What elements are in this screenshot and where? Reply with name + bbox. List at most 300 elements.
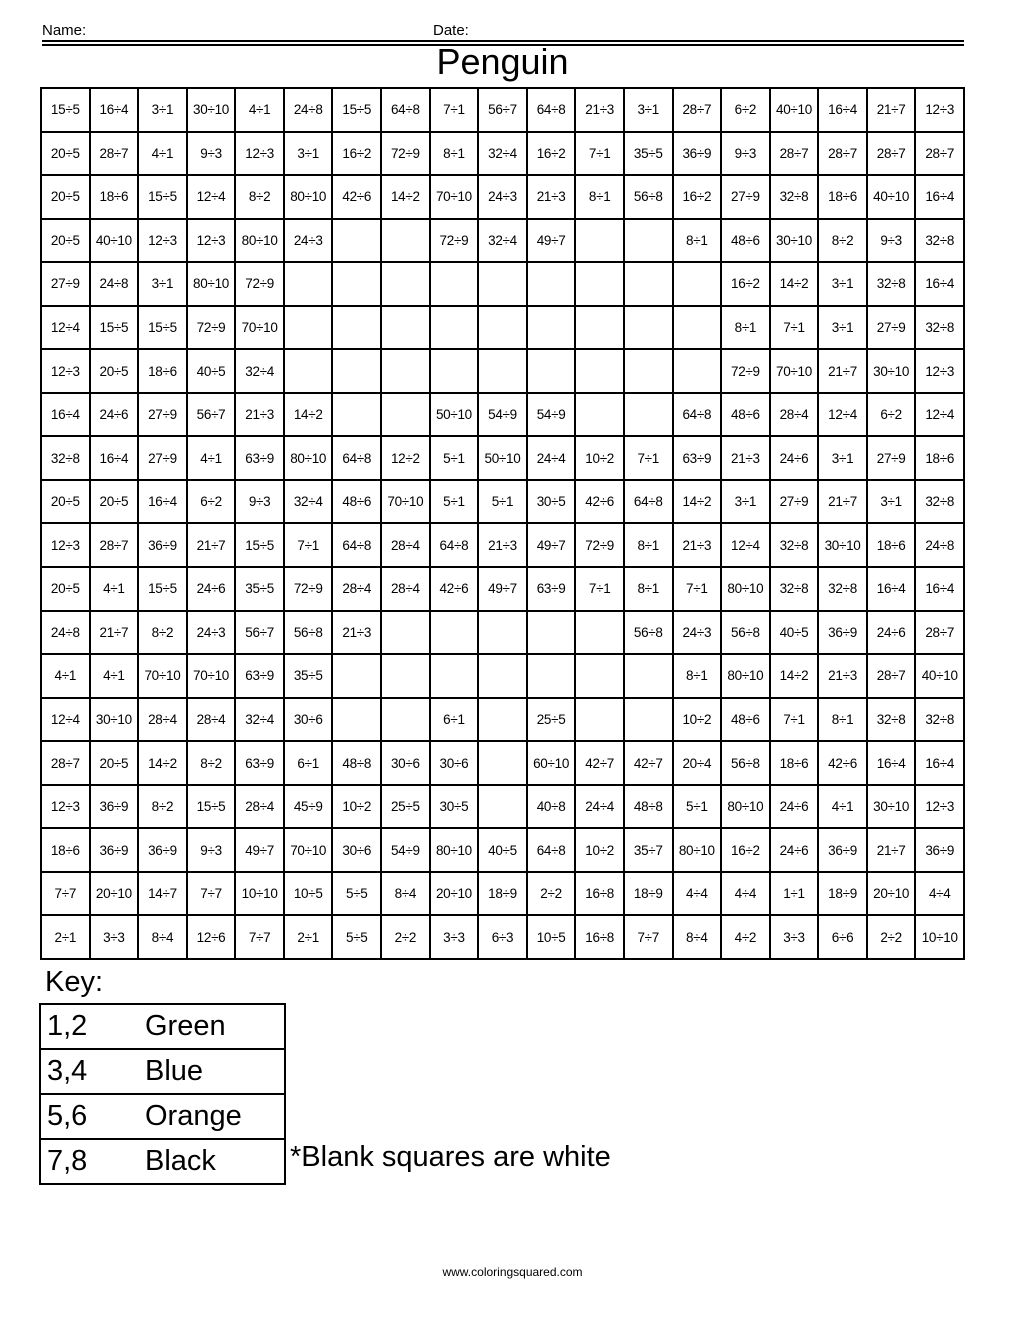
grid-cell: 3÷1 xyxy=(285,133,334,177)
grid-cell: 27÷9 xyxy=(868,437,917,481)
grid-cell: 80÷10 xyxy=(285,437,334,481)
grid-cell: 64÷8 xyxy=(382,89,431,133)
grid-cell: 56÷7 xyxy=(479,89,528,133)
grid-cell: 28÷4 xyxy=(382,524,431,568)
grid-cell: 18÷6 xyxy=(819,176,868,220)
grid-cell: 8÷4 xyxy=(382,873,431,917)
grid-cell: 24÷8 xyxy=(285,89,334,133)
grid-cell: 7÷1 xyxy=(674,568,723,612)
grid-cell: 3÷1 xyxy=(625,89,674,133)
grid-cell: 42÷7 xyxy=(576,742,625,786)
grid-cell: 5÷1 xyxy=(674,786,723,830)
footer-url: www.coloringsquared.com xyxy=(442,1265,583,1279)
grid-cell: 4÷1 xyxy=(91,568,140,612)
grid-cell: 2÷2 xyxy=(382,916,431,960)
grid-cell: 30÷6 xyxy=(285,699,334,743)
grid-cell: 28÷7 xyxy=(674,89,723,133)
grid-cell: 18÷6 xyxy=(42,829,91,873)
grid-cell xyxy=(382,263,431,307)
grid-cell: 18÷6 xyxy=(139,350,188,394)
grid-cell: 30÷10 xyxy=(868,350,917,394)
grid-cell: 72÷9 xyxy=(236,263,285,307)
grid-cell: 20÷5 xyxy=(91,481,140,525)
grid-cell: 30÷6 xyxy=(431,742,480,786)
grid-cell xyxy=(576,699,625,743)
coloring-grid xyxy=(40,87,965,960)
grid-cell: 48÷6 xyxy=(333,481,382,525)
grid-cell: 7÷1 xyxy=(771,307,820,351)
grid-cell: 16÷4 xyxy=(868,568,917,612)
grid-cell xyxy=(625,350,674,394)
grid-cell: 3÷3 xyxy=(771,916,820,960)
grid-cell: 24÷6 xyxy=(868,612,917,656)
grid-cell xyxy=(674,307,723,351)
key-range: 3,4 xyxy=(47,1055,88,1087)
grid-cell: 4÷1 xyxy=(188,437,237,481)
grid-cell: 28÷4 xyxy=(382,568,431,612)
grid-cell: 32÷8 xyxy=(916,481,965,525)
grid-cell xyxy=(528,350,577,394)
grid-cell: 36÷9 xyxy=(139,524,188,568)
grid-cell: 40÷5 xyxy=(479,829,528,873)
grid-cell: 14÷2 xyxy=(285,394,334,438)
grid-cell: 18÷6 xyxy=(91,176,140,220)
grid-cell: 63÷9 xyxy=(528,568,577,612)
grid-cell: 27÷9 xyxy=(139,394,188,438)
grid-cell: 27÷9 xyxy=(139,437,188,481)
grid-cell: 30÷5 xyxy=(431,786,480,830)
grid-cell: 32÷8 xyxy=(916,220,965,264)
grid-cell: 6÷2 xyxy=(188,481,237,525)
grid-cell: 14÷2 xyxy=(771,263,820,307)
grid-cell: 63÷9 xyxy=(236,742,285,786)
grid-cell: 64÷8 xyxy=(431,524,480,568)
grid-cell xyxy=(382,612,431,656)
grid-cell: 20÷5 xyxy=(42,220,91,264)
grid-cell: 6÷2 xyxy=(868,394,917,438)
grid-cell: 3÷1 xyxy=(868,481,917,525)
grid-cell: 36÷9 xyxy=(91,786,140,830)
key-range: 1,2 xyxy=(47,1010,88,1042)
grid-cell xyxy=(479,350,528,394)
grid-cell xyxy=(479,742,528,786)
grid-cell xyxy=(576,307,625,351)
grid-cell: 3÷3 xyxy=(91,916,140,960)
grid-cell: 15÷5 xyxy=(139,176,188,220)
grid-cell: 24÷3 xyxy=(188,612,237,656)
grid-cell: 6÷2 xyxy=(722,89,771,133)
grid-cell: 8÷1 xyxy=(819,699,868,743)
grid-cell xyxy=(382,655,431,699)
grid-cell: 54÷9 xyxy=(528,394,577,438)
grid-cell: 21÷3 xyxy=(722,437,771,481)
grid-cell: 16÷2 xyxy=(722,263,771,307)
grid-cell: 7÷7 xyxy=(188,873,237,917)
grid-cell: 30÷10 xyxy=(188,89,237,133)
grid-cell xyxy=(479,699,528,743)
grid-cell: 40÷5 xyxy=(771,612,820,656)
grid-cell: 12÷4 xyxy=(42,699,91,743)
grid-cell: 36÷9 xyxy=(674,133,723,177)
grid-cell: 12÷4 xyxy=(42,307,91,351)
grid-cell: 8÷2 xyxy=(188,742,237,786)
grid-cell: 9÷3 xyxy=(868,220,917,264)
key-table xyxy=(39,1003,286,1185)
grid-cell: 28÷7 xyxy=(868,655,917,699)
grid-cell xyxy=(625,699,674,743)
grid-cell: 24÷3 xyxy=(674,612,723,656)
grid-cell: 48÷8 xyxy=(625,786,674,830)
grid-cell: 10÷2 xyxy=(576,829,625,873)
grid-cell: 16÷8 xyxy=(576,873,625,917)
grid-cell xyxy=(333,394,382,438)
grid-cell: 64÷8 xyxy=(333,524,382,568)
grid-cell: 32÷4 xyxy=(285,481,334,525)
grid-cell: 21÷7 xyxy=(819,481,868,525)
grid-cell: 49÷7 xyxy=(479,568,528,612)
grid-cell: 49÷7 xyxy=(528,220,577,264)
grid-cell: 80÷10 xyxy=(722,786,771,830)
grid-cell: 21÷7 xyxy=(868,89,917,133)
grid-cell: 20÷5 xyxy=(91,350,140,394)
grid-cell: 72÷9 xyxy=(576,524,625,568)
grid-cell: 24÷3 xyxy=(479,176,528,220)
grid-cell: 3÷1 xyxy=(819,437,868,481)
grid-cell: 40÷8 xyxy=(528,786,577,830)
grid-cell: 25÷5 xyxy=(528,699,577,743)
grid-cell: 36÷9 xyxy=(819,829,868,873)
grid-cell: 12÷3 xyxy=(916,786,965,830)
grid-cell: 56÷8 xyxy=(625,176,674,220)
grid-cell: 28÷4 xyxy=(333,568,382,612)
grid-cell: 16÷8 xyxy=(576,916,625,960)
grid-cell: 16÷4 xyxy=(139,481,188,525)
grid-cell: 36÷9 xyxy=(916,829,965,873)
grid-cell: 9÷3 xyxy=(188,133,237,177)
grid-cell xyxy=(382,350,431,394)
grid-cell: 28÷7 xyxy=(868,133,917,177)
grid-cell: 27÷9 xyxy=(868,307,917,351)
grid-cell: 30÷6 xyxy=(333,829,382,873)
grid-cell: 54÷9 xyxy=(479,394,528,438)
grid-cell xyxy=(576,612,625,656)
grid-cell: 12÷3 xyxy=(236,133,285,177)
grid-cell: 10÷2 xyxy=(674,699,723,743)
grid-cell: 70÷10 xyxy=(188,655,237,699)
grid-cell: 70÷10 xyxy=(139,655,188,699)
grid-cell: 35÷5 xyxy=(625,133,674,177)
grid-cell: 40÷10 xyxy=(916,655,965,699)
key-row xyxy=(41,1095,286,1140)
grid-cell: 30÷10 xyxy=(868,786,917,830)
grid-cell: 8÷2 xyxy=(139,612,188,656)
grid-cell: 16÷2 xyxy=(333,133,382,177)
key-color: Orange xyxy=(145,1100,242,1132)
key-color: Black xyxy=(145,1145,216,1177)
grid-cell: 28÷4 xyxy=(188,699,237,743)
grid-cell: 4÷2 xyxy=(722,916,771,960)
grid-cell: 72÷9 xyxy=(431,220,480,264)
grid-cell: 72÷9 xyxy=(285,568,334,612)
grid-cell xyxy=(674,263,723,307)
grid-cell: 9÷3 xyxy=(236,481,285,525)
grid-cell: 2÷1 xyxy=(285,916,334,960)
grid-cell: 15÷5 xyxy=(188,786,237,830)
grid-cell: 24÷3 xyxy=(285,220,334,264)
grid-cell: 10÷10 xyxy=(916,916,965,960)
grid-cell: 32÷4 xyxy=(479,220,528,264)
grid-cell: 4÷1 xyxy=(42,655,91,699)
grid-cell: 32÷4 xyxy=(479,133,528,177)
grid-cell: 10÷5 xyxy=(285,873,334,917)
grid-cell xyxy=(528,263,577,307)
grid-cell: 21÷3 xyxy=(528,176,577,220)
grid-cell xyxy=(333,655,382,699)
grid-cell: 70÷10 xyxy=(382,481,431,525)
grid-cell: 7÷7 xyxy=(42,873,91,917)
grid-cell xyxy=(382,699,431,743)
grid-cell: 15÷5 xyxy=(139,307,188,351)
grid-cell: 36÷9 xyxy=(91,829,140,873)
grid-cell: 56÷7 xyxy=(188,394,237,438)
grid-cell: 12÷3 xyxy=(916,350,965,394)
grid-cell xyxy=(431,612,480,656)
grid-cell: 18÷9 xyxy=(479,873,528,917)
grid-cell: 28÷4 xyxy=(139,699,188,743)
grid-cell: 20÷4 xyxy=(674,742,723,786)
grid-cell: 12÷3 xyxy=(42,524,91,568)
grid-cell: 4÷1 xyxy=(819,786,868,830)
grid-cell xyxy=(431,263,480,307)
grid-cell: 42÷6 xyxy=(819,742,868,786)
grid-cell: 21÷3 xyxy=(819,655,868,699)
grid-cell: 20÷10 xyxy=(431,873,480,917)
grid-cell: 32÷8 xyxy=(868,263,917,307)
grid-cell: 30÷6 xyxy=(382,742,431,786)
grid-cell: 56÷8 xyxy=(285,612,334,656)
grid-cell: 35÷7 xyxy=(625,829,674,873)
grid-cell: 8÷1 xyxy=(625,524,674,568)
grid-cell: 24÷8 xyxy=(916,524,965,568)
grid-cell: 25÷5 xyxy=(382,786,431,830)
grid-cell: 32÷8 xyxy=(771,524,820,568)
grid-cell xyxy=(382,220,431,264)
grid-cell: 32÷8 xyxy=(819,568,868,612)
grid-cell: 5÷1 xyxy=(431,481,480,525)
grid-cell: 28÷4 xyxy=(236,786,285,830)
grid-cell xyxy=(576,655,625,699)
grid-cell: 16÷4 xyxy=(91,437,140,481)
grid-cell: 16÷4 xyxy=(819,89,868,133)
grid-cell: 2÷1 xyxy=(42,916,91,960)
grid-cell xyxy=(576,220,625,264)
grid-cell xyxy=(382,307,431,351)
grid-cell: 30÷5 xyxy=(528,481,577,525)
grid-cell: 12÷4 xyxy=(916,394,965,438)
grid-cell xyxy=(625,655,674,699)
grid-cell: 12÷4 xyxy=(819,394,868,438)
grid-cell: 21÷3 xyxy=(674,524,723,568)
grid-cell: 4÷1 xyxy=(139,133,188,177)
grid-cell: 16÷4 xyxy=(916,742,965,786)
grid-cell: 21÷3 xyxy=(479,524,528,568)
grid-cell: 20÷5 xyxy=(42,481,91,525)
grid-cell: 80÷10 xyxy=(236,220,285,264)
grid-cell xyxy=(333,350,382,394)
grid-cell: 3÷3 xyxy=(431,916,480,960)
grid-cell: 15÷5 xyxy=(42,89,91,133)
grid-cell: 21÷3 xyxy=(576,89,625,133)
grid-cell: 80÷10 xyxy=(674,829,723,873)
key-range: 7,8 xyxy=(47,1145,88,1177)
key-color: Green xyxy=(145,1010,226,1042)
grid-cell: 18÷6 xyxy=(771,742,820,786)
grid-cell: 24÷8 xyxy=(91,263,140,307)
grid-cell: 27÷9 xyxy=(722,176,771,220)
grid-cell: 32÷8 xyxy=(916,699,965,743)
grid-cell: 80÷10 xyxy=(722,568,771,612)
key-color: Blue xyxy=(145,1055,204,1087)
grid-cell: 64÷8 xyxy=(625,481,674,525)
grid-cell: 6÷1 xyxy=(431,699,480,743)
key-row xyxy=(41,1050,286,1095)
key-title: Key: xyxy=(45,966,104,998)
grid-cell: 10÷2 xyxy=(333,786,382,830)
grid-cell: 5÷1 xyxy=(479,481,528,525)
grid-cell: 42÷6 xyxy=(576,481,625,525)
grid-cell: 36÷9 xyxy=(819,612,868,656)
grid-cell: 35÷5 xyxy=(236,568,285,612)
grid-cell: 50÷10 xyxy=(479,437,528,481)
grid-cell xyxy=(333,263,382,307)
grid-cell: 12÷4 xyxy=(722,524,771,568)
grid-cell: 42÷6 xyxy=(333,176,382,220)
grid-cell: 63÷9 xyxy=(236,655,285,699)
grid-cell: 63÷9 xyxy=(236,437,285,481)
grid-cell: 15÷5 xyxy=(333,89,382,133)
grid-cell: 4÷4 xyxy=(722,873,771,917)
grid-cell xyxy=(479,307,528,351)
grid-cell: 28÷7 xyxy=(42,742,91,786)
key-range: 5,6 xyxy=(47,1100,88,1132)
grid-cell: 80÷10 xyxy=(431,829,480,873)
grid-cell: 8÷4 xyxy=(139,916,188,960)
grid-cell: 27÷9 xyxy=(42,263,91,307)
grid-cell: 18÷6 xyxy=(916,437,965,481)
grid-cell xyxy=(576,263,625,307)
grid-cell: 49÷7 xyxy=(236,829,285,873)
grid-cell: 48÷8 xyxy=(333,742,382,786)
grid-cell: 12÷2 xyxy=(382,437,431,481)
grid-cell xyxy=(431,307,480,351)
grid-cell: 72÷9 xyxy=(188,307,237,351)
blank-squares-note: *Blank squares are white xyxy=(290,1141,611,1173)
grid-cell xyxy=(333,307,382,351)
grid-cell xyxy=(625,220,674,264)
grid-cell: 14÷7 xyxy=(139,873,188,917)
grid-cell: 40÷5 xyxy=(188,350,237,394)
grid-cell xyxy=(479,655,528,699)
grid-cell: 10÷5 xyxy=(528,916,577,960)
grid-cell: 4÷1 xyxy=(91,655,140,699)
grid-cell: 28÷7 xyxy=(916,612,965,656)
grid-cell: 32÷8 xyxy=(42,437,91,481)
grid-cell: 30÷10 xyxy=(771,220,820,264)
grid-cell: 15÷5 xyxy=(236,524,285,568)
key-row xyxy=(41,1005,286,1050)
grid-cell: 8÷1 xyxy=(674,220,723,264)
grid-cell xyxy=(479,263,528,307)
grid-cell: 64÷8 xyxy=(528,89,577,133)
grid-cell: 12÷3 xyxy=(139,220,188,264)
grid-cell: 32÷8 xyxy=(916,307,965,351)
grid-cell: 49÷7 xyxy=(528,524,577,568)
grid-cell: 16÷2 xyxy=(722,829,771,873)
grid-cell: 14÷2 xyxy=(382,176,431,220)
grid-cell: 9÷3 xyxy=(188,829,237,873)
grid-cell: 5÷5 xyxy=(333,873,382,917)
grid-cell xyxy=(625,307,674,351)
grid-cell: 8÷1 xyxy=(576,176,625,220)
grid-cell xyxy=(285,307,334,351)
grid-cell: 64÷8 xyxy=(674,394,723,438)
grid-cell: 7÷1 xyxy=(576,133,625,177)
grid-cell: 8÷2 xyxy=(139,786,188,830)
grid-cell xyxy=(431,350,480,394)
grid-cell: 21÷7 xyxy=(188,524,237,568)
grid-cell: 10÷2 xyxy=(576,437,625,481)
grid-cell: 4÷4 xyxy=(674,873,723,917)
grid-cell: 64÷8 xyxy=(333,437,382,481)
grid-cell: 18÷6 xyxy=(868,524,917,568)
grid-cell: 21÷7 xyxy=(819,350,868,394)
grid-cell: 32÷8 xyxy=(771,568,820,612)
grid-cell: 63÷9 xyxy=(674,437,723,481)
grid-cell: 24÷6 xyxy=(188,568,237,612)
grid-cell: 5÷5 xyxy=(333,916,382,960)
grid-cell: 8÷1 xyxy=(674,655,723,699)
grid-cell xyxy=(333,220,382,264)
grid-cell: 24÷8 xyxy=(42,612,91,656)
grid-cell xyxy=(431,655,480,699)
grid-cell: 40÷10 xyxy=(771,89,820,133)
key-row xyxy=(41,1140,286,1185)
grid-cell: 20÷5 xyxy=(42,568,91,612)
grid-cell: 7÷1 xyxy=(771,699,820,743)
grid-cell: 32÷8 xyxy=(868,699,917,743)
grid-cell: 32÷4 xyxy=(236,699,285,743)
grid-cell: 4÷1 xyxy=(236,89,285,133)
grid-cell: 8÷1 xyxy=(431,133,480,177)
grid-cell xyxy=(382,394,431,438)
grid-cell: 40÷10 xyxy=(91,220,140,264)
grid-cell: 48÷6 xyxy=(722,394,771,438)
grid-cell: 42÷6 xyxy=(431,568,480,612)
grid-cell xyxy=(528,307,577,351)
grid-cell xyxy=(625,394,674,438)
grid-cell: 20÷5 xyxy=(42,133,91,177)
grid-cell: 3÷1 xyxy=(139,89,188,133)
grid-cell: 48÷6 xyxy=(722,699,771,743)
grid-cell: 10÷10 xyxy=(236,873,285,917)
grid-cell: 28÷7 xyxy=(916,133,965,177)
grid-cell: 72÷9 xyxy=(382,133,431,177)
grid-cell: 40÷10 xyxy=(868,176,917,220)
grid-cell: 70÷10 xyxy=(285,829,334,873)
grid-cell: 12÷3 xyxy=(42,786,91,830)
grid-cell: 21÷7 xyxy=(91,612,140,656)
grid-cell: 30÷10 xyxy=(819,524,868,568)
